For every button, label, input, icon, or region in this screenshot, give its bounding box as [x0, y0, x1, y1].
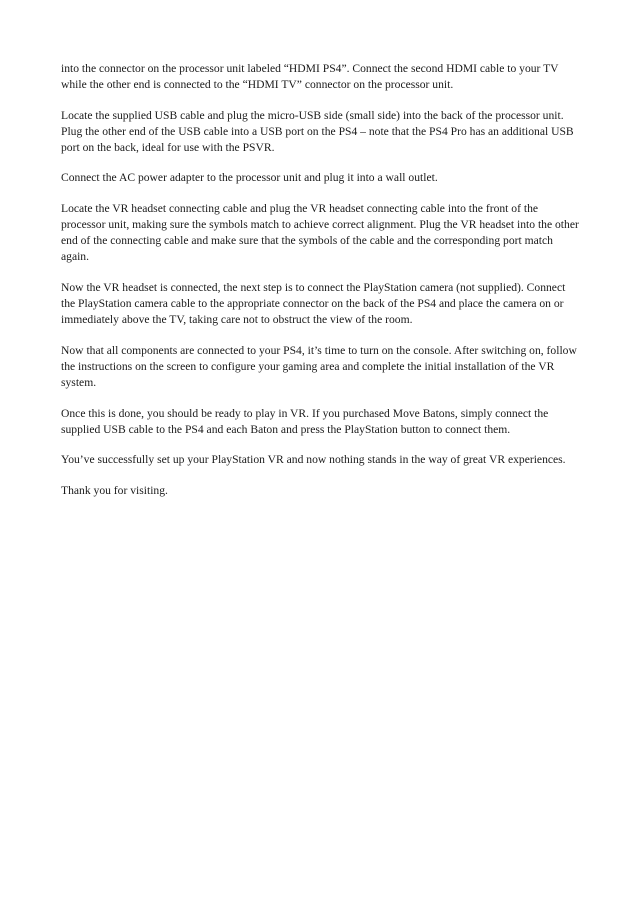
paragraph-move-batons: Once this is done, you should be ready to play in VR. If you purchased Move Batons, simply connect the supplied USB cable to the PS4 and each Baton and press the PlayStation button to connect them. [61, 406, 549, 436]
paragraph-usb-cable: Locate the supplied USB cable and plug the micro-USB side (small side) into the back of the processor unit. Plug the other end of the USB cable into a USB port on the PS4 – note that the PS4 Pro has an additional USB port on the back, ideal for use with the PSVR. [61, 108, 574, 154]
document-body [61, 61, 581, 513]
paragraph-hdmi-connection: into the connector on the processor unit labeled “HDMI PS4”. Connect the second HDMI cable to your TV while the other end is connected to the “HDMI TV” connector on the processor unit. [61, 62, 559, 92]
paragraph-thank-you: Thank you for visiting. [61, 483, 168, 497]
paragraph-ac-power: Connect the AC power adapter to the processor unit and plug it into a wall outlet. [61, 171, 438, 185]
paragraph-camera: Now the VR headset is connected, the next step is to connect the PlayStation camera (not supplied). Connect the PlayStation camera cable to the appropriate connector on the back of the PS4 and place the camera on or immediately above the TV, taking care not to obstruct the view of the room. [61, 280, 566, 327]
paragraph-setup-complete: You’ve successfully set up your PlayStation VR and now nothing stands in the way of great VR experiences. [61, 453, 566, 467]
paragraph-headset-cable: Locate the VR headset connecting cable and plug the VR headset connecting cable into the front of the processor unit, making sure the symbols match to achieve correct alignment. Plug the VR headset into the other end of the connecting cable and make sure that the symbols of the cable and the corresponding port match again. [61, 202, 579, 264]
paragraph-turn-on: Now that all components are connected to your PS4, it’s time to turn on the console. After switching on, follow the instructions on the screen to configure your gaming area and complete the initial installation of the VR system. [61, 343, 577, 389]
